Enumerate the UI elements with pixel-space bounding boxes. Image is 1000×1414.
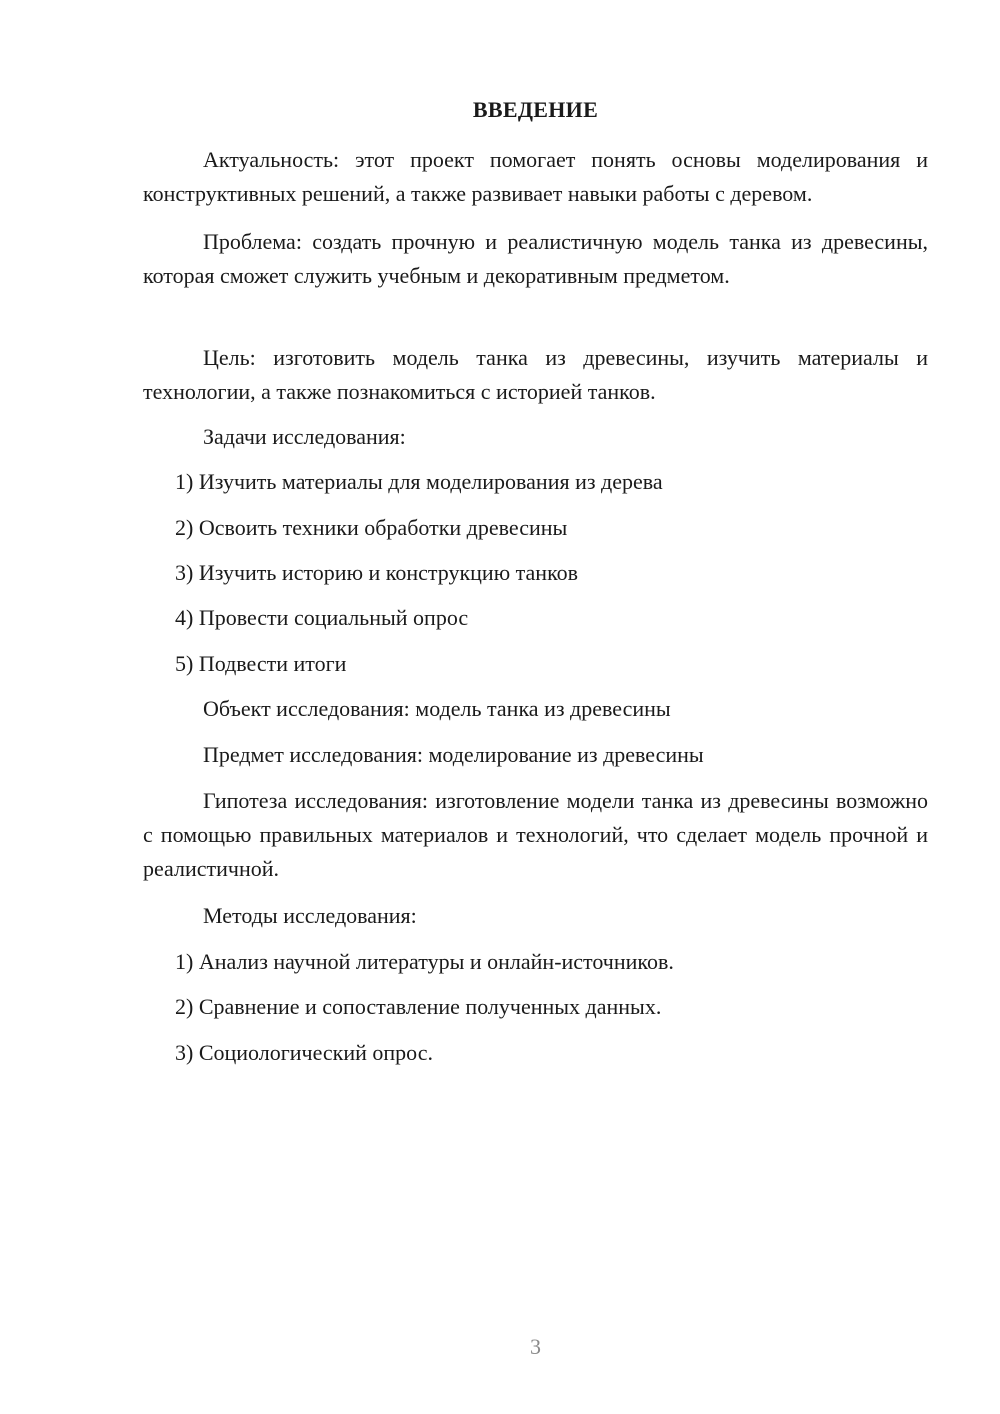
subject-line: Предмет исследования: моделирование из древесины [203, 742, 704, 767]
method-item: 1) Анализ научной литературы и онлайн-источников. [175, 949, 674, 974]
object-line: Объект исследования: модель танка из древесины [203, 696, 671, 721]
task-item: 4) Провести социальный опрос [175, 605, 469, 630]
document-page [143, 0, 928, 1414]
hypothesis-paragraph: Гипотеза исследования: изготовление модели танка из древесины возможно с помощью правильных материалов и технологий, что сделает модель прочной и реалистичной. [143, 788, 928, 881]
goal-paragraph: Цель: изготовить модель танка из древесины, изучить материалы и технологии, а также познакомиться с историей танков. [143, 345, 928, 404]
task-item: 3) Изучить историю и конструкцию танков [175, 560, 579, 585]
methods-title: Методы исследования: [203, 903, 417, 928]
task-item: 2) Освоить техники обработки древесины [175, 515, 568, 540]
task-item: 1) Изучить материалы для моделирования из дерева [175, 469, 663, 494]
problem-paragraph: Проблема: создать прочную и реалистичную модель танка из древесины, которая сможет служить учебным и декоративным предметом. [143, 229, 928, 288]
page-number: 3 [530, 1334, 541, 1359]
tasks-title: Задачи исследования: [203, 424, 406, 449]
section-heading: ВВЕДЕНИЕ [472, 97, 599, 122]
method-item: 3) Социологический опрос. [175, 1040, 433, 1065]
relevance-paragraph: Актуальность: этот проект помогает понять основы моделирования и конструктивных решений, а также развивает навыки работы с деревом. [143, 147, 928, 206]
method-item: 2) Сравнение и сопоставление полученных данных. [175, 994, 662, 1019]
task-item: 5) Подвести итоги [175, 651, 347, 676]
